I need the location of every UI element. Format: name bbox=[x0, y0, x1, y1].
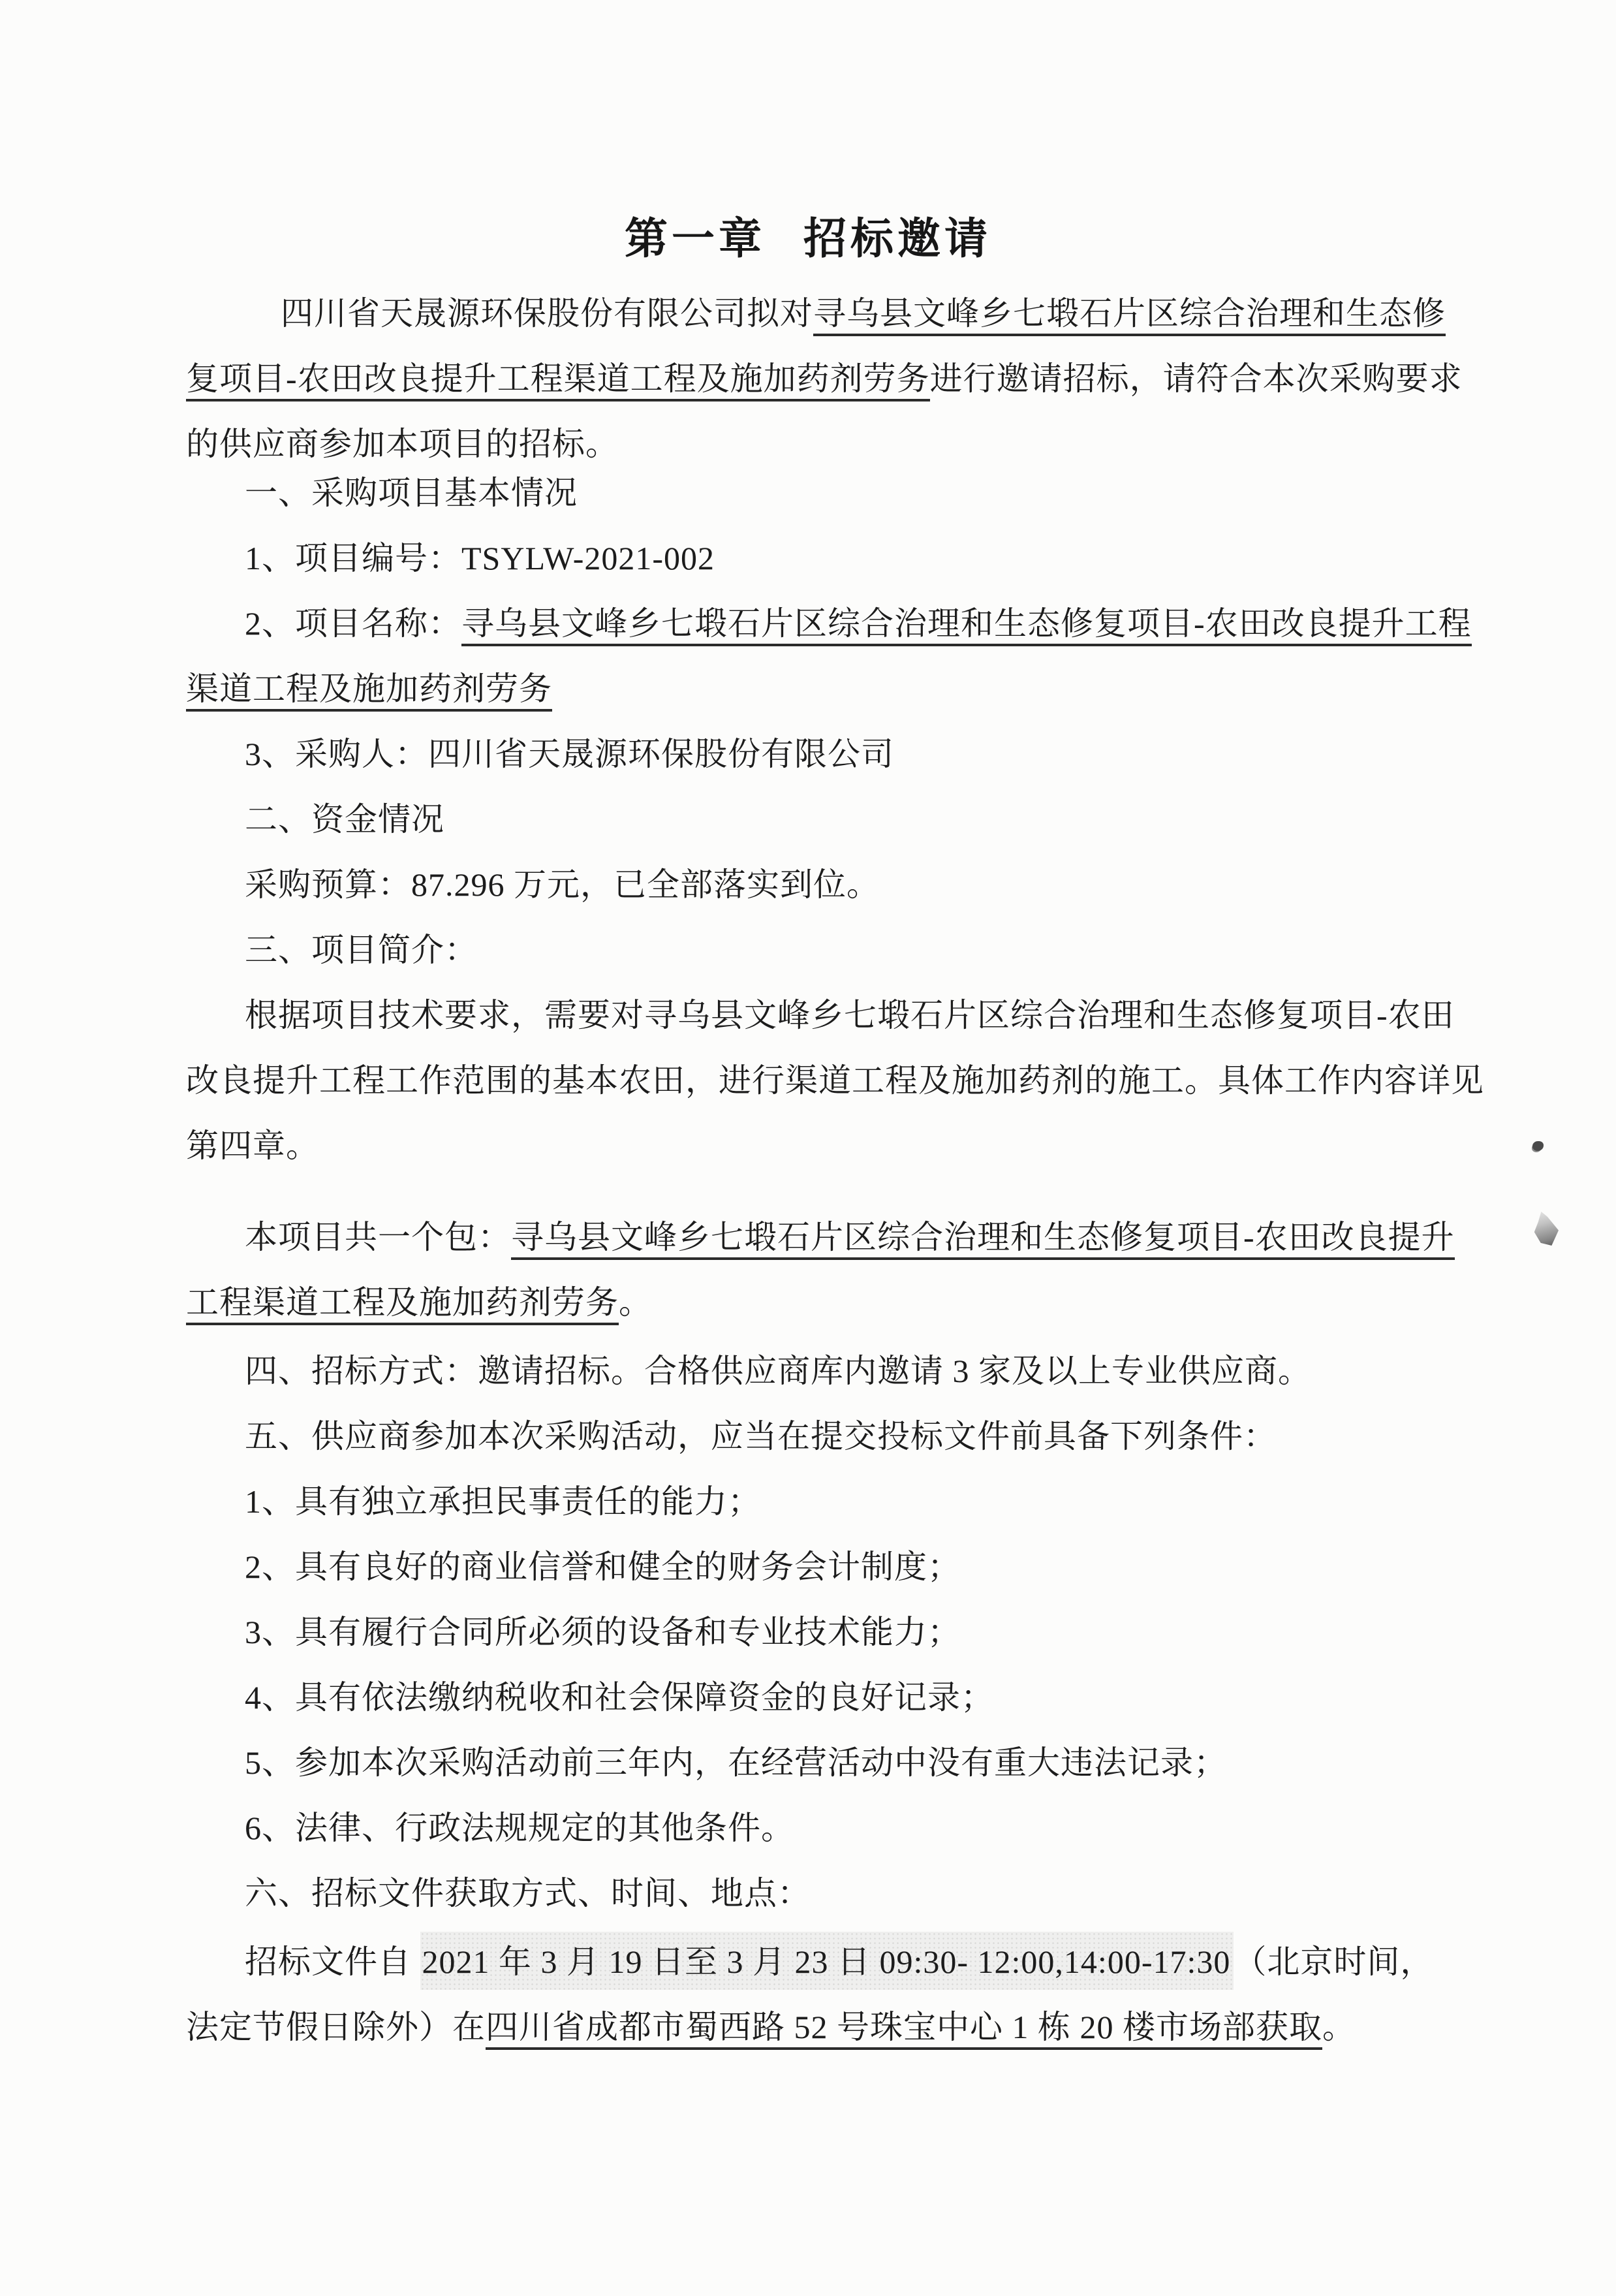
text-segment: 二、资金情况 bbox=[245, 801, 444, 838]
underlined-text: 复项目-农田改良提升工程渠道工程及施加药剂劳务 bbox=[186, 360, 930, 401]
text-line bbox=[186, 346, 1463, 411]
text-segment: 3、具有履行合同所必须的设备和专业技术能力； bbox=[245, 1614, 961, 1650]
text-segment: 2、项目名称： bbox=[245, 605, 461, 642]
chapter-number: 第一章 bbox=[625, 215, 766, 264]
text-segment: 4、具有依法缴纳税收和社会保障资金的良好记录； bbox=[245, 1679, 994, 1716]
text-segment: 。 bbox=[619, 1284, 652, 1321]
text-segment: 四川省天晟源环保股份有限公司拟对 bbox=[281, 295, 813, 332]
text-line bbox=[186, 460, 1430, 526]
text-segment: 2、具有良好的商业信誉和健全的财务会计制度； bbox=[245, 1549, 961, 1585]
text-segment: 第四章。 bbox=[186, 1127, 319, 1164]
text-line bbox=[186, 917, 1430, 983]
page-title bbox=[0, 204, 1616, 266]
text-segment: 招标文件自 bbox=[245, 1943, 420, 1980]
underlined-text: 四川省成都市蜀西路 52 号珠宝中心 1 栋 20 楼市场部获取 bbox=[486, 2009, 1322, 2050]
underlined-text: 寻乌县文峰乡七塅石片区综合治理和生态修复项目-农田改良提升工程 bbox=[461, 605, 1472, 646]
text-line bbox=[186, 1795, 1430, 1861]
underlined-text: 渠道工程及施加药剂劳务 bbox=[186, 670, 552, 712]
text-line bbox=[186, 983, 1455, 1048]
text-line bbox=[186, 1338, 1430, 1404]
document-body bbox=[186, 281, 1484, 2060]
text-segment: 采购预算：87.296 万元，已全部落实到位。 bbox=[245, 866, 880, 903]
text-line bbox=[186, 1665, 1430, 1730]
text-line bbox=[186, 591, 1472, 656]
scan-artifact-speck bbox=[1532, 1141, 1544, 1151]
text-line bbox=[186, 1929, 1434, 1994]
text-line bbox=[186, 787, 1430, 852]
text-segment: 1、项目编号：TSYLW-2021-002 bbox=[245, 540, 715, 576]
text-segment: 本项目共一个包： bbox=[245, 1219, 511, 1255]
text-line bbox=[186, 1861, 1430, 1926]
text-segment: 三、项目简介： bbox=[245, 932, 478, 968]
underlined-text: 寻乌县文峰乡七塅石片区综合治理和生态修复项目-农田改良提升 bbox=[511, 1219, 1455, 1260]
underlined-text: 寻乌县文峰乡七塅石片区综合治理和生态修 bbox=[813, 295, 1446, 336]
text-line bbox=[186, 1994, 1430, 2060]
text-line bbox=[186, 1048, 1484, 1113]
text-line bbox=[186, 1534, 1430, 1599]
text-line bbox=[186, 281, 1446, 346]
text-line bbox=[186, 1469, 1430, 1534]
scan-artifact-smudge bbox=[1534, 1212, 1559, 1246]
text-segment: 3、采购人：四川省天晟源环保股份有限公司 bbox=[245, 736, 894, 772]
underlined-text: 工程渠道工程及施加药剂劳务 bbox=[186, 1284, 619, 1325]
text-segment: 法定节假日除外）在 bbox=[186, 2009, 486, 2045]
text-line bbox=[186, 1113, 1430, 1178]
text-segment: 的供应商参加本项目的招标。 bbox=[186, 426, 619, 462]
text-line bbox=[186, 721, 1430, 787]
text-line bbox=[186, 656, 1430, 721]
text-segment: 六、招标文件获取方式、时间、地点： bbox=[245, 1875, 811, 1911]
text-segment: 改良提升工程工作范围的基本农田，进行渠道工程及施加药剂的施工。具体工作内容详见 bbox=[186, 1062, 1484, 1099]
text-segment: （北京时间， bbox=[1234, 1943, 1434, 1980]
text-segment: 根据项目技术要求，需要对寻乌县文峰乡七塅石片区综合治理和生态修复项目-农田 bbox=[245, 997, 1455, 1033]
text-line bbox=[186, 1599, 1430, 1665]
text-segment: 一、采购项目基本情况 bbox=[245, 475, 578, 511]
text-line bbox=[186, 852, 1430, 917]
chapter-title: 招标邀请 bbox=[803, 215, 991, 264]
highlighted-text: 2021 年 3 月 19 日至 3 月 23 日 09:30- 12:00,14:00-17:30 bbox=[420, 1932, 1234, 1990]
text-line bbox=[186, 1270, 1430, 1335]
text-segment: 1、具有独立承担民事责任的能力； bbox=[245, 1483, 761, 1520]
text-segment: 五、供应商参加本次采购活动，应当在提交投标文件前具备下列条件： bbox=[245, 1418, 1277, 1455]
text-segment: 四、招标方式：邀请招标。合格供应商库内邀请 3 家及以上专业供应商。 bbox=[245, 1353, 1311, 1389]
text-segment: 6、法律、行政法规规定的其他条件。 bbox=[245, 1810, 794, 1846]
text-segment: 。 bbox=[1322, 2009, 1356, 2045]
text-line bbox=[186, 1730, 1430, 1795]
text-segment: 5、参加本次采购活动前三年内，在经营活动中没有重大违法记录； bbox=[245, 1744, 1227, 1781]
text-segment: 进行邀请招标，请符合本次采购要求 bbox=[929, 360, 1463, 397]
text-line bbox=[186, 1404, 1430, 1469]
text-line bbox=[186, 526, 1430, 591]
text-line bbox=[186, 1204, 1455, 1270]
